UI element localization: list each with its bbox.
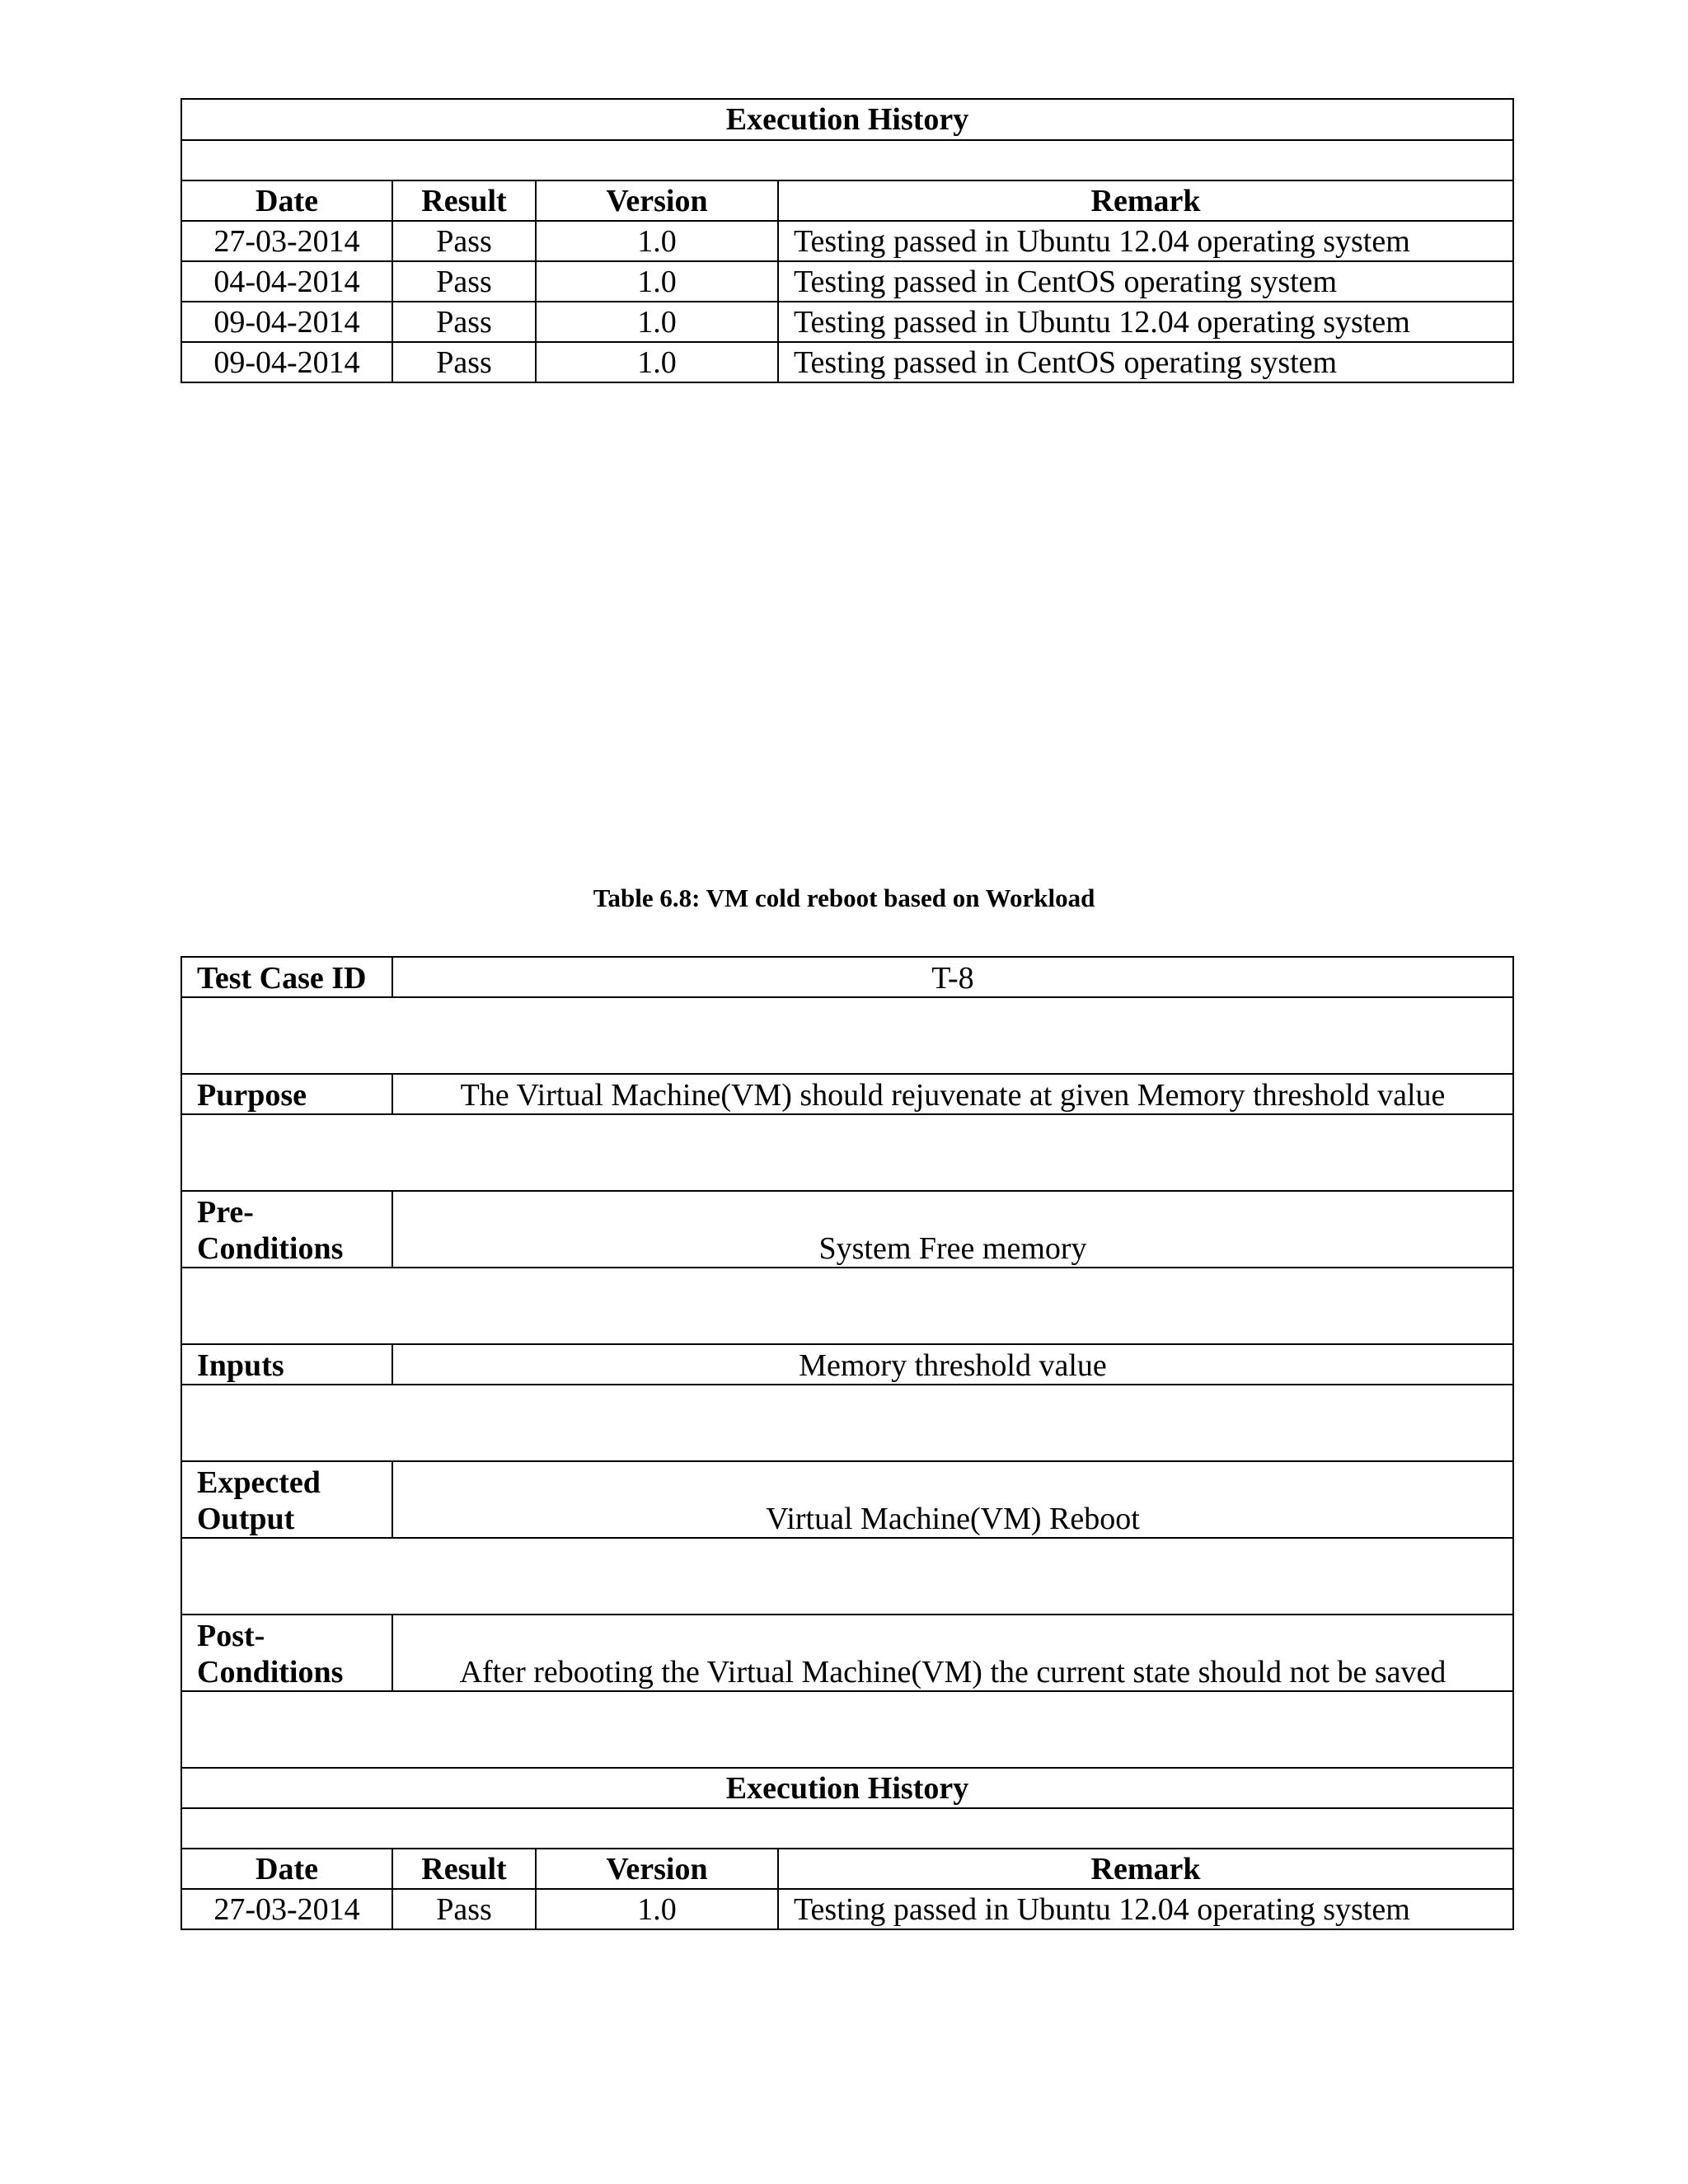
cell-remark: Testing passed in Ubuntu 12.04 operating system	[778, 221, 1513, 261]
post-conditions-row	[181, 1615, 1513, 1691]
cell-version: 1.0	[536, 1889, 778, 1929]
test-case-id-row	[181, 957, 1513, 997]
empty-row	[181, 140, 1513, 180]
cell-version: 1.0	[536, 342, 778, 382]
cell-date: 09-04-2014	[181, 302, 392, 342]
table-header-row	[181, 180, 1513, 221]
expected-output-value: Virtual Machine(VM) Reboot	[392, 1461, 1513, 1538]
inputs-value: Memory threshold value	[392, 1344, 1513, 1385]
cell-date: 27-03-2014	[181, 1889, 392, 1929]
header-remark: Remark	[778, 180, 1513, 221]
table-row	[181, 261, 1513, 302]
cell-date: 09-04-2014	[181, 342, 392, 382]
pre-conditions-value: System Free memory	[392, 1191, 1513, 1268]
expected-output-row	[181, 1461, 1513, 1538]
cell-remark: Testing passed in CentOS operating system	[778, 342, 1513, 382]
post-conditions-label	[181, 1615, 392, 1691]
empty-row	[181, 1114, 1513, 1191]
execution-history-title: Execution History	[181, 1768, 1513, 1808]
post-conditions-label-line-1: Post-	[197, 1619, 265, 1653]
table-row	[181, 342, 1513, 382]
empty-row	[181, 1808, 1513, 1849]
pre-conditions-label	[181, 1191, 392, 1268]
test-case-table	[181, 956, 1514, 1930]
execution-history-title: Execution History	[181, 99, 1513, 140]
empty-row	[181, 1385, 1513, 1461]
cell-result: Pass	[392, 1889, 536, 1929]
expected-output-label-line-1: Expected	[197, 1465, 321, 1500]
test-case-id-label: Test Case ID	[181, 957, 392, 997]
header-result: Result	[392, 1849, 536, 1889]
header-result: Result	[392, 180, 536, 221]
inputs-label: Inputs	[181, 1344, 392, 1385]
cell-date: 27-03-2014	[181, 221, 392, 261]
table-row	[181, 302, 1513, 342]
empty-row	[181, 1538, 1513, 1615]
empty-row	[181, 997, 1513, 1074]
expected-output-label	[181, 1461, 392, 1538]
cell-result: Pass	[392, 342, 536, 382]
empty-row	[181, 1268, 1513, 1344]
header-date: Date	[181, 180, 392, 221]
cell-remark: Testing passed in Ubuntu 12.04 operating system	[778, 1889, 1513, 1929]
cell-result: Pass	[392, 302, 536, 342]
pre-conditions-label-line-1: Pre-	[197, 1195, 254, 1230]
expected-output-label-line-2: Output	[197, 1502, 295, 1536]
post-conditions-label-line-2: Conditions	[197, 1655, 344, 1690]
cell-version: 1.0	[536, 302, 778, 342]
table-row	[181, 221, 1513, 261]
cell-version: 1.0	[536, 221, 778, 261]
inputs-row	[181, 1344, 1513, 1385]
execution-history-table-top	[181, 98, 1514, 383]
header-remark: Remark	[778, 1849, 1513, 1889]
header-version: Version	[536, 180, 778, 221]
purpose-row	[181, 1074, 1513, 1114]
empty-row	[181, 1691, 1513, 1768]
test-case-id-value: T-8	[392, 957, 1513, 997]
cell-result: Pass	[392, 221, 536, 261]
header-date: Date	[181, 1849, 392, 1889]
table-header-row	[181, 1849, 1513, 1889]
cell-remark: Testing passed in CentOS operating system	[778, 261, 1513, 302]
cell-version: 1.0	[536, 261, 778, 302]
cell-result: Pass	[392, 261, 536, 302]
purpose-label: Purpose	[181, 1074, 392, 1114]
header-version: Version	[536, 1849, 778, 1889]
table-row	[181, 1889, 1513, 1929]
table-caption: Table 6.8: VM cold reboot based on Workload	[593, 883, 1095, 912]
post-conditions-value: After rebooting the Virtual Machine(VM) the current state should not be saved	[392, 1615, 1513, 1691]
pre-conditions-row	[181, 1191, 1513, 1268]
pre-conditions-label-line-2: Conditions	[197, 1231, 344, 1266]
cell-date: 04-04-2014	[181, 261, 392, 302]
cell-remark: Testing passed in Ubuntu 12.04 operating system	[778, 302, 1513, 342]
purpose-value: The Virtual Machine(VM) should rejuvenate at given Memory threshold value	[392, 1074, 1513, 1114]
